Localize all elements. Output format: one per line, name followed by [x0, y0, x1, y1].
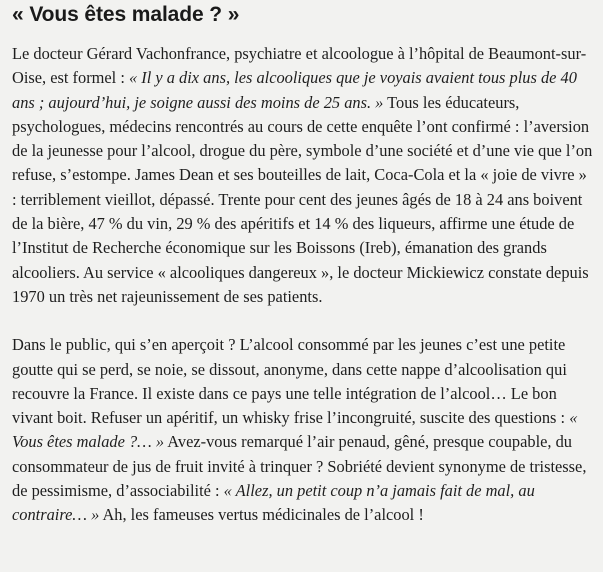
paragraph-2-text-3: Ah, les fameuses vertus médicinales de l’alcool !	[99, 505, 424, 525]
paragraph-2-quote-1: « Vous êtes malade ?… »	[12, 408, 578, 452]
paragraph-2-quote-2: « Allez, un petit coup n’a jamais fait de mal, au contraire… »	[12, 481, 535, 525]
paragraph-1-text-1: Le docteur Gérard Vachonfrance, psychiatre et alcoologue à l’hôpital de Beaumont-sur-Oise, est formel :	[12, 44, 587, 88]
paragraph-2-text-2: Avez-vous remarqué l’air penaud, gêné, presque coupable, du consommateur de jus de fruit invité à trinquer ? Sobriété devient synonyme de tristesse, de pessimisme, d’associabilité :	[12, 432, 587, 501]
paragraph-1-text-2: Tous les éducateurs, psychologues, médecins rencontrés au cours de cette enquête l’ont confirmé : l’aversion de la jeunesse pour l’alcool, drogue du père, symbole d’une société et d’une vie que l’on refuse, s’estompe. James Dean et ses bouteilles de lait, Coca-Cola et la « joie de vivre » : terriblement vieillot, dépassé. Trente pour cent des jeunes âgés de 18 à 24 ans boivent de la bière, 47 % du vin, 29 % des apéritifs et 14 % des liqueurs, affirme une étude de l’Institut de Recherche économique sur les Boissons (Ireb), émanation des grands alcooliers. Au service « alcooliques dangereux », le docteur Mickiewicz constate depuis 1970 un très net rajeunissement de ses patients.	[12, 92, 593, 306]
article-heading: « Vous êtes malade ? »	[12, 3, 240, 26]
paragraph-2-text-1: Dans le public, qui s’en aperçoit ? L’alcool consommé par les jeunes c’est une petite goutte qui se perd, se noie, se dissout, anonyme, dans cette nappe d’alcoolisation qui recouvre la France. Il existe dans ce pays une telle intégration de l’alcool… Le bon vivant boit. Refuser un apéritif, un whisky frise l’incongruité, suscite des questions :	[12, 335, 570, 428]
paragraph-2	[12, 333, 593, 527]
paragraph-1-quote-1: « Il y a dix ans, les alcooliques que je voyais avaient tous plus de 40 ans ; aujourd’hui, je soigne aussi des moins de 25 ans. »	[12, 68, 577, 112]
paragraph-1	[12, 42, 593, 309]
